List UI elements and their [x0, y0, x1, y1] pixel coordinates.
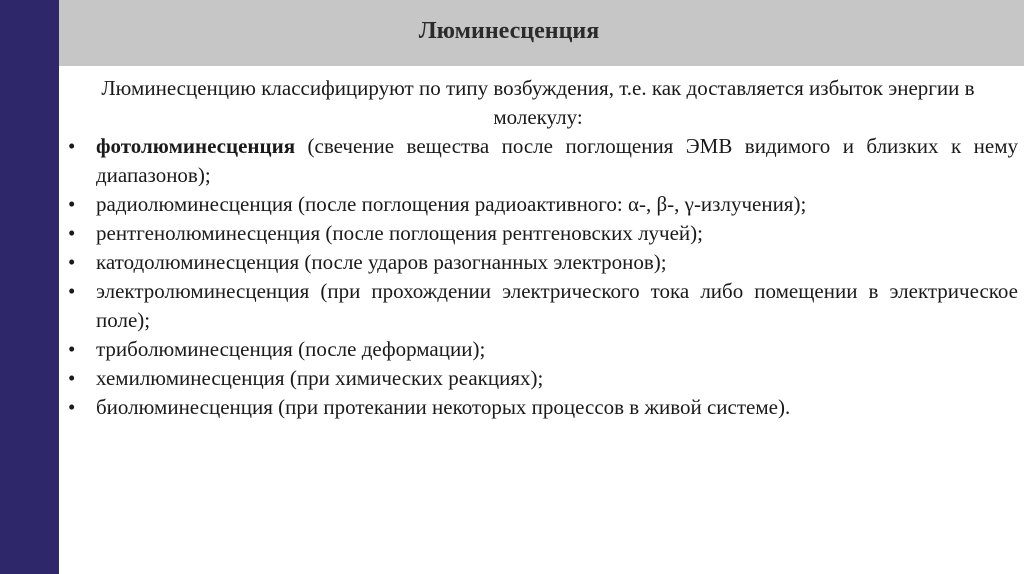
list-item	[68, 364, 1018, 393]
list-item	[68, 132, 1018, 190]
item-term: хемилюминесценция	[96, 366, 285, 390]
item-description: (свечение вещества после поглощения ЭМВ видимого и близких к нему диапазонов);	[96, 134, 1018, 187]
item-term: радиолюминесценция	[96, 192, 293, 216]
bullet-icon: •	[68, 337, 76, 361]
item-term: фотолюминесценция	[96, 134, 296, 158]
item-term: рентгенолюминесценция	[96, 221, 321, 245]
item-description: (после деформации);	[292, 337, 486, 361]
intro-text: Люминесценцию классифицируют по типу возбуждения, т.е. как доставляется избыток энергии в молекулу:	[101, 76, 975, 129]
item-term: катодолюминесценция	[96, 250, 300, 274]
item-term: триболюминесценция	[96, 337, 293, 361]
list-item	[68, 277, 1018, 335]
bullet-icon: •	[68, 366, 76, 390]
list-item	[68, 248, 1018, 277]
item-description: (после поглощения радиоактивного: α-, β-, γ-излучения);	[292, 192, 807, 216]
bullet-icon: •	[68, 221, 76, 245]
bullet-icon: •	[68, 395, 76, 419]
item-term: биолюминесценция	[96, 395, 273, 419]
bullet-icon: •	[68, 192, 76, 216]
item-description: (после ударов разогнанных электронов);	[299, 250, 667, 274]
item-description: (при химических реакциях);	[284, 366, 544, 390]
list-item	[68, 393, 1018, 422]
list-item	[68, 219, 1018, 248]
item-description: (при прохождении электрического тока либо помещении в электрическое поле);	[96, 279, 1018, 332]
slide-content	[68, 74, 1018, 422]
list-item	[68, 335, 1018, 364]
slide-title: Люминесценция	[418, 18, 600, 44]
item-term: электролюминесценция	[96, 279, 310, 303]
bullet-icon: •	[68, 279, 76, 303]
side-accent-bar	[0, 0, 59, 574]
bullet-icon: •	[68, 250, 76, 274]
luminescence-types-list	[68, 132, 1018, 422]
bullet-icon: •	[68, 134, 76, 158]
item-description: (после поглощения рентгеновских лучей);	[320, 221, 703, 245]
item-description: (при протекании некоторых процессов в живой системе).	[272, 395, 791, 419]
list-item	[68, 190, 1018, 219]
